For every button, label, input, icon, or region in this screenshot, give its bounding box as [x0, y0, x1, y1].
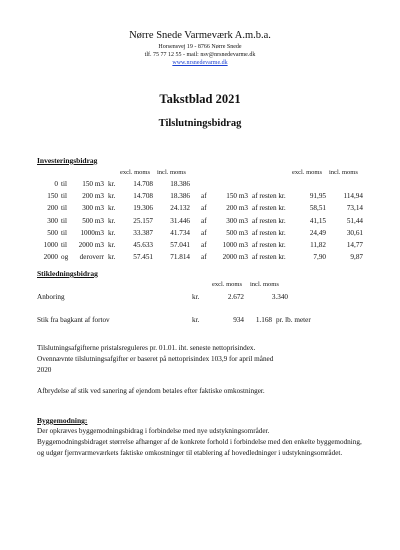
row-incl: 31.446 [170, 217, 190, 225]
row-af: af [201, 253, 207, 261]
row-from: 0 [54, 180, 58, 188]
row-to: 300 m3 [82, 204, 104, 212]
row-til: til [61, 180, 67, 188]
stik-row-anboring-unit: kr. [192, 293, 200, 301]
row-aft-label: af resten kr. [252, 253, 286, 261]
row-aft-range: 300 m3 [226, 217, 248, 225]
row-incl: 41.734 [170, 229, 190, 237]
row-excl: 14.708 [133, 180, 153, 188]
row-aft-excl: 91,95 [309, 192, 326, 200]
row-aft-excl: 41,15 [309, 217, 326, 225]
row-excl: 33.387 [133, 229, 153, 237]
row-to: 200 m3 [82, 192, 104, 200]
row-from: 300 [47, 217, 58, 225]
byggemodning-line-1: Der opkræves byggemodningsbidrag i forbindelse med nye udstykningsområder. [37, 427, 270, 435]
row-aft-range: 500 m3 [226, 229, 248, 237]
row-aft-excl: 58,51 [309, 204, 326, 212]
stik-heading: Stikledningsbidrag [37, 269, 98, 278]
row-excl: 45.633 [133, 241, 153, 249]
row-unit: kr. [108, 217, 116, 225]
row-to: 150 m3 [82, 180, 104, 188]
row-unit: kr. [108, 180, 116, 188]
note-nettoprisindex: Ovennævnte tilslutningsafgifter er baseret på nettoprisindex 103,9 for april måned 2020 [37, 355, 274, 374]
row-incl: 57.041 [170, 241, 190, 249]
investering-col-excl-rest: excl. moms [292, 169, 322, 176]
stik-row-fortov-excl: 934 [233, 316, 244, 324]
row-aft-excl: 11,82 [310, 241, 326, 249]
row-til: til [61, 192, 67, 200]
byggemodning-line-2: Byggemodningsbidraget størrelse afhænger af de konkrete forhold i forbindelse med den enkelte byggemodning, og udgør fjernvarmeværkets faktiske omkostninger til etablering af hovedledninger i udstykningsområdet. [37, 438, 362, 457]
stik-row-anboring-label: Anboring [37, 293, 65, 301]
company-address: Horsensvej 19 - 8766 Nørre Snede [158, 44, 242, 50]
row-from: 1000 [43, 241, 58, 249]
row-aft-incl: 114,94 [343, 192, 363, 200]
row-incl: 18.386 [170, 192, 190, 200]
row-excl: 19.306 [133, 204, 153, 212]
row-aft-label: af resten kr. [252, 204, 286, 212]
row-to: 500 m3 [82, 217, 104, 225]
row-aft-label: af resten kr. [252, 229, 286, 237]
row-unit: kr. [108, 241, 116, 249]
row-aft-incl: 73,14 [346, 204, 363, 212]
row-excl: 25.157 [133, 217, 153, 225]
stik-row-anboring-excl: 2.672 [227, 293, 244, 301]
row-aft-incl: 9,87 [350, 253, 363, 261]
row-incl: 18.386 [170, 180, 190, 188]
page-subtitle: Tilslutningsbidrag [158, 118, 242, 129]
row-unit: kr. [108, 204, 116, 212]
row-aft-label: af resten kr. [252, 192, 286, 200]
row-af: af [201, 229, 207, 237]
row-af: af [201, 241, 207, 249]
row-incl: 24.132 [170, 204, 190, 212]
stik-row-fortov-suffix: pr. lb. meter [276, 316, 311, 324]
row-af: af [201, 217, 207, 225]
stik-row-anboring-incl: 3.340 [271, 293, 288, 301]
row-til: til [61, 217, 67, 225]
row-incl: 71.814 [170, 253, 190, 261]
row-aft-range: 1000 m3 [222, 241, 248, 249]
row-til: til [61, 229, 67, 237]
row-excl: 14.708 [133, 192, 153, 200]
investering-col-incl: incl. moms [157, 169, 186, 176]
stik-row-fortov-unit: kr. [192, 316, 200, 324]
note-afbrydelse: Afbrydelse af stik ved sanering af ejendom betales efter faktiske omkostninger. [37, 387, 265, 395]
row-aft-incl: 30,61 [346, 229, 363, 237]
row-from: 200 [47, 204, 58, 212]
page-title: Takstblad 2021 [159, 92, 241, 106]
row-excl: 57.451 [133, 253, 153, 261]
investering-col-incl-rest: incl. moms [329, 169, 358, 176]
row-from: 150 [47, 192, 58, 200]
row-til: til [61, 204, 67, 212]
stik-col-incl: incl. moms [250, 281, 279, 288]
row-aft-range: 200 m3 [226, 204, 248, 212]
row-aft-label: af resten kr. [252, 241, 286, 249]
row-from: 500 [47, 229, 58, 237]
row-aft-excl: 24,49 [309, 229, 326, 237]
stik-row-fortov-incl: 1.168 [255, 316, 272, 324]
byggemodning-heading: Byggemodning: [37, 416, 88, 425]
row-aft-incl: 51,44 [346, 217, 363, 225]
row-to: 1000m3 [80, 229, 104, 237]
row-af: af [201, 192, 207, 200]
investering-heading: Investeringsbidrag [37, 156, 98, 165]
row-aft-incl: 14,77 [346, 241, 363, 249]
stik-col-excl: excl. moms [212, 281, 242, 288]
row-to: 2000 m3 [78, 241, 104, 249]
row-aft-label: af resten kr. [252, 217, 286, 225]
website-link[interactable]: www.nrsnedevarme.dk [172, 60, 228, 66]
row-til: og [61, 253, 69, 261]
row-til: til [61, 241, 67, 249]
note-pristalsregulering: Tilslutningsafgifterne pristalsreguleres pr. 01.01. iht. seneste nettoprisindex. [37, 344, 256, 352]
row-to: deroverr [79, 253, 104, 261]
stik-row-fortov-label: Stik fra bagkant af fortov [37, 316, 110, 324]
row-aft-excl: 7,90 [313, 253, 326, 261]
row-unit: kr. [108, 229, 116, 237]
row-from: 2000 [43, 253, 58, 261]
row-aft-range: 2000 m3 [222, 253, 248, 261]
row-af: af [201, 204, 207, 212]
company-contact: tlf. 75 77 12 55 - mail: nsv@nrsnedevarme.dk [144, 52, 256, 58]
row-unit: kr. [108, 253, 116, 261]
row-aft-range: 150 m3 [226, 192, 248, 200]
investering-col-excl: excl. moms [120, 169, 150, 176]
company-name: Nørre Snede Varmeværk A.m.b.a. [129, 30, 271, 41]
row-unit: kr. [108, 192, 116, 200]
